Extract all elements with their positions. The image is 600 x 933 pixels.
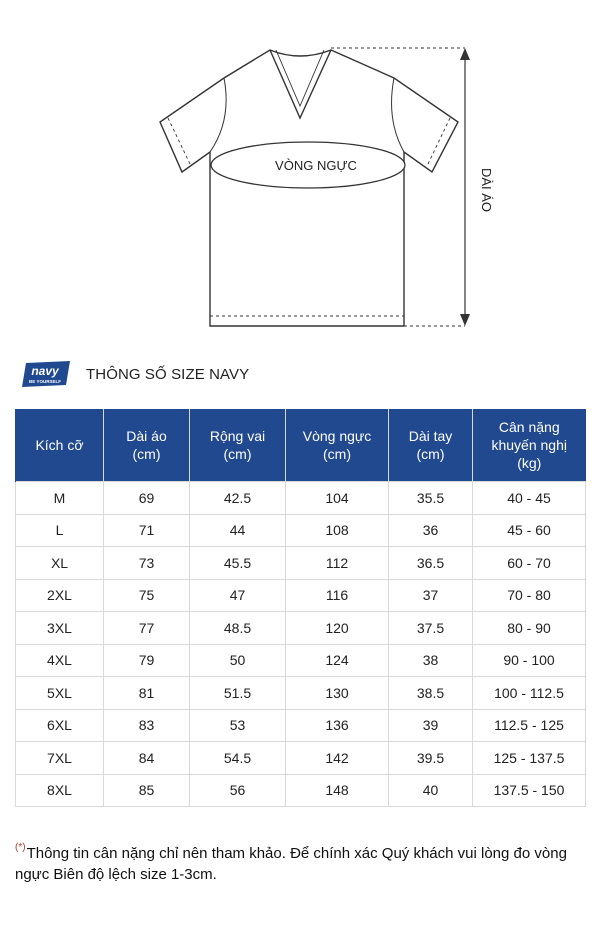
logo-tagline: BE YOURSELF <box>29 379 61 384</box>
table-cell: 142 <box>286 742 389 775</box>
footnote-marker: (*) <box>15 842 26 853</box>
column-header: Kích cỡ <box>16 409 104 482</box>
table-cell: L <box>16 514 104 547</box>
footnote-text: Thông tin cân nặng chỉ nên tham khảo. Để chính xác Quý khách vui lòng đo vòng ngực Biên độ lệch size 1-3cm. <box>15 845 567 883</box>
table-cell: 36.5 <box>389 547 473 580</box>
table-cell: 125 - 137.5 <box>473 742 586 775</box>
table-cell: 38 <box>389 644 473 677</box>
size-chart-header <box>22 359 249 389</box>
table-row <box>16 482 586 515</box>
length-label: DÀI ÁO <box>479 167 494 213</box>
tshirt-size-diagram <box>0 0 600 340</box>
table-cell: 73 <box>104 547 190 580</box>
table-row <box>16 547 586 580</box>
table-cell: 40 <box>389 774 473 807</box>
table-cell: 38.5 <box>389 677 473 710</box>
table-cell: 79 <box>104 644 190 677</box>
table-cell: 36 <box>389 514 473 547</box>
chest-label: VÒNG NGỰC <box>275 158 357 173</box>
table-row <box>16 742 586 775</box>
table-row <box>16 579 586 612</box>
table-cell: 148 <box>286 774 389 807</box>
table-cell: 112 <box>286 547 389 580</box>
table-row <box>16 612 586 645</box>
table-cell: 45.5 <box>190 547 286 580</box>
column-header: Vòng ngực (cm) <box>286 409 389 482</box>
logo-text: navy <box>31 364 59 378</box>
footnote <box>15 843 590 885</box>
table-cell: 100 - 112.5 <box>473 677 586 710</box>
table-cell: 130 <box>286 677 389 710</box>
navy-logo <box>22 360 72 388</box>
table-cell: 124 <box>286 644 389 677</box>
table-cell: 2XL <box>16 579 104 612</box>
table-row <box>16 774 586 807</box>
table-cell: 54.5 <box>190 742 286 775</box>
tshirt-neckline <box>270 50 331 118</box>
table-cell: 53 <box>190 709 286 742</box>
table-cell: 44 <box>190 514 286 547</box>
table-cell: 51.5 <box>190 677 286 710</box>
table-cell: 47 <box>190 579 286 612</box>
table-cell: 75 <box>104 579 190 612</box>
table-cell: 80 - 90 <box>473 612 586 645</box>
table-cell: 39 <box>389 709 473 742</box>
table-cell: 5XL <box>16 677 104 710</box>
table-cell: 37.5 <box>389 612 473 645</box>
table-cell: 48.5 <box>190 612 286 645</box>
table-cell: 50 <box>190 644 286 677</box>
table-cell: 137.5 - 150 <box>473 774 586 807</box>
table-row <box>16 677 586 710</box>
table-cell: M <box>16 482 104 515</box>
column-header: Cân nặng khuyến nghị (kg) <box>473 409 586 482</box>
table-cell: 70 - 80 <box>473 579 586 612</box>
table-cell: 3XL <box>16 612 104 645</box>
table-cell: 116 <box>286 579 389 612</box>
size-table <box>15 409 586 807</box>
table-cell: 7XL <box>16 742 104 775</box>
table-body <box>16 482 586 807</box>
table-cell: 108 <box>286 514 389 547</box>
table-cell: 71 <box>104 514 190 547</box>
table-cell: 81 <box>104 677 190 710</box>
table-cell: 69 <box>104 482 190 515</box>
table-cell: 37 <box>389 579 473 612</box>
table-cell: 104 <box>286 482 389 515</box>
table-cell: 45 - 60 <box>473 514 586 547</box>
table-cell: 8XL <box>16 774 104 807</box>
table-row <box>16 709 586 742</box>
table-cell: 4XL <box>16 644 104 677</box>
table-cell: 83 <box>104 709 190 742</box>
table-cell: 40 - 45 <box>473 482 586 515</box>
table-cell: 85 <box>104 774 190 807</box>
table-cell: 112.5 - 125 <box>473 709 586 742</box>
table-cell: 60 - 70 <box>473 547 586 580</box>
table-cell: 90 - 100 <box>473 644 586 677</box>
table-cell: 84 <box>104 742 190 775</box>
table-header-row <box>16 409 586 482</box>
table-cell: 136 <box>286 709 389 742</box>
table-cell: 77 <box>104 612 190 645</box>
table-cell: 56 <box>190 774 286 807</box>
column-header: Rộng vai (cm) <box>190 409 286 482</box>
column-header: Dài tay (cm) <box>389 409 473 482</box>
column-header: Dài áo (cm) <box>104 409 190 482</box>
table-cell: 120 <box>286 612 389 645</box>
page-title: THÔNG SỐ SIZE NAVY <box>86 365 250 383</box>
table-row <box>16 514 586 547</box>
table-cell: 6XL <box>16 709 104 742</box>
table-cell: 42.5 <box>190 482 286 515</box>
table-row <box>16 644 586 677</box>
table-cell: 39.5 <box>389 742 473 775</box>
table-cell: 35.5 <box>389 482 473 515</box>
table-cell: XL <box>16 547 104 580</box>
